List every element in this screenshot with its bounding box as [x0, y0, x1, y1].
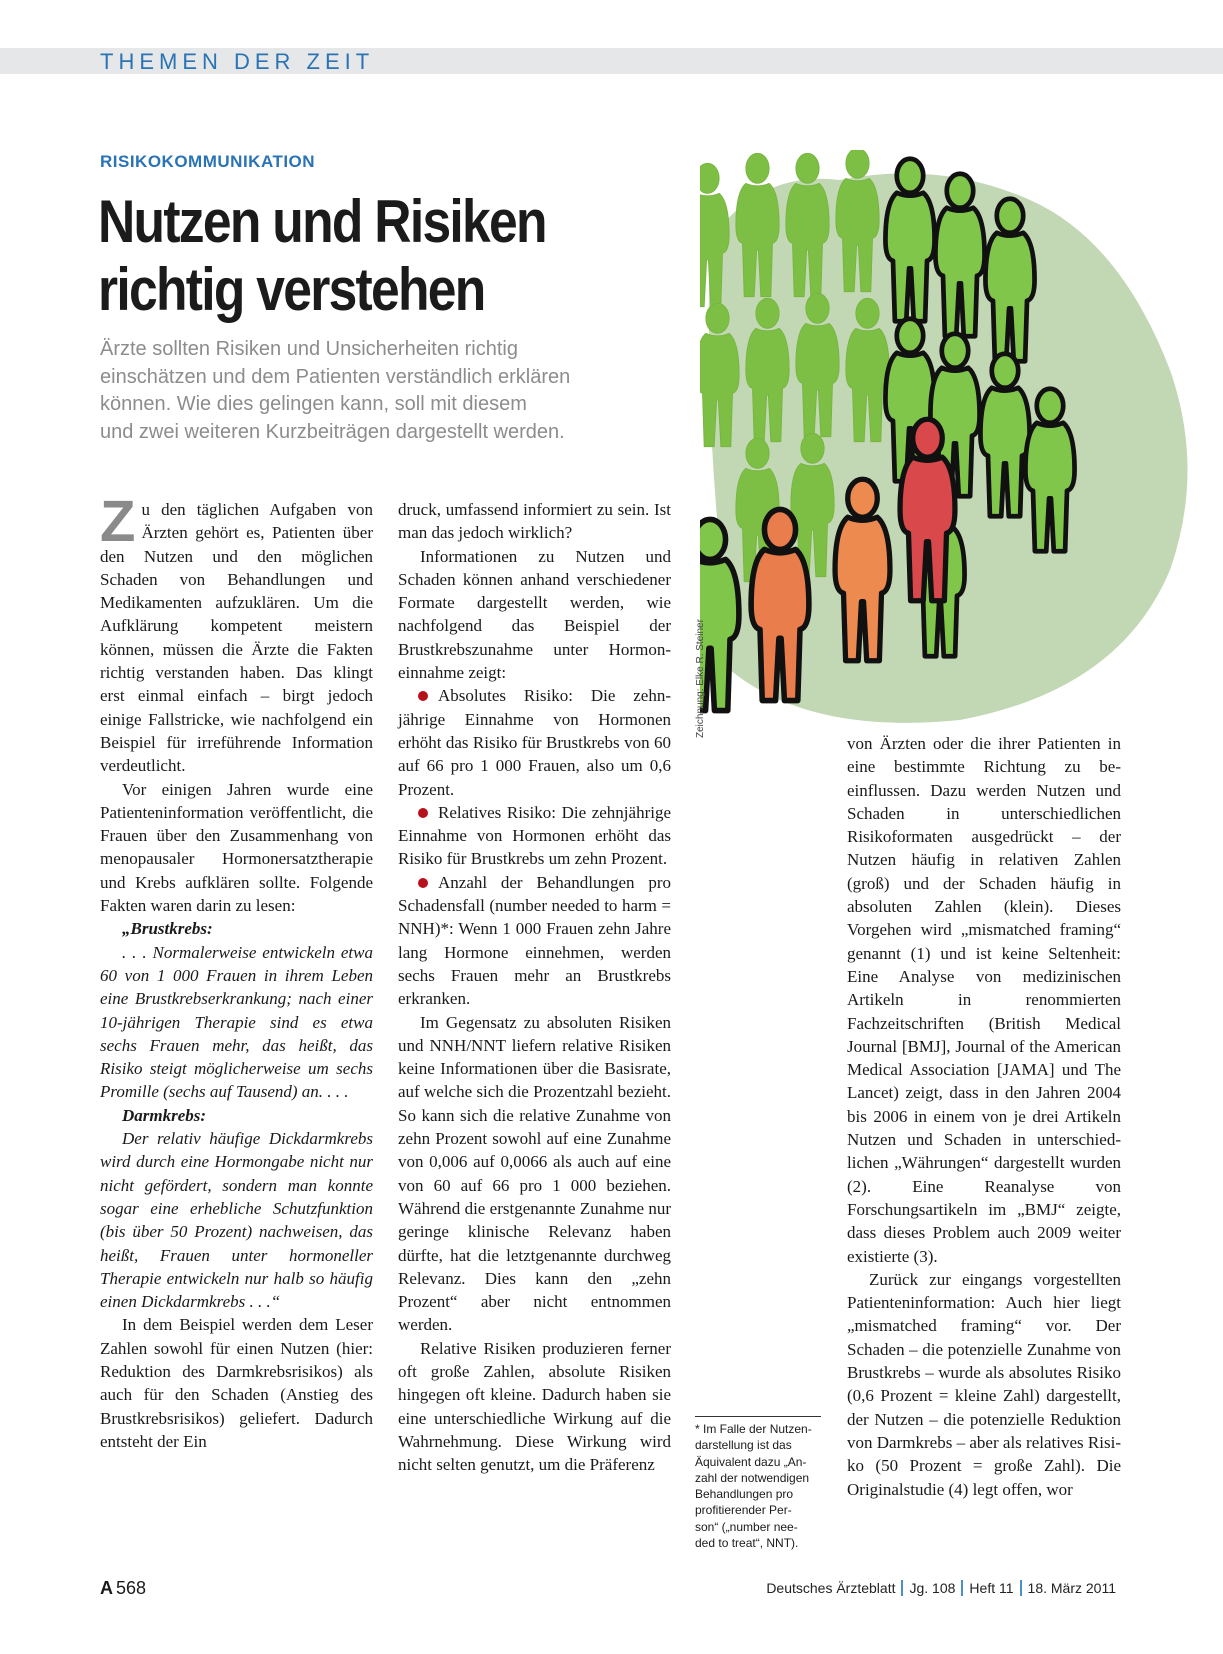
bullet-dot-icon	[418, 808, 428, 818]
separator	[1020, 1580, 1022, 1596]
article-title	[98, 188, 580, 324]
journal-date: 18. März 2011	[1027, 1580, 1116, 1596]
separator	[901, 1580, 903, 1596]
journal-volume: Jg. 108	[909, 1580, 956, 1596]
lead-line: und zwei weiteren Kurzbeiträgen dargestellt werden.	[100, 420, 565, 443]
journal-issue: Heft 11	[969, 1580, 1014, 1596]
bullet-dot-icon	[418, 691, 428, 701]
paragraph: Zurück zur eingangs vorgestellten Patienteninformation: Auch hier liegt „mismatched framing“ vor. Der Schaden – die potenzielle Zunahme von Brustkrebs – wurde als absolutes Risiko (0,6 Prozent = kleine Zahl) dargestellt, der Nutzen – die potenzielle Reduktion von Darmkrebs – aber als relatives Risiko (50 Prozent = große Zahl). Die Originalstudie (4) legt offen, wor	[847, 1269, 1121, 1499]
footnote-line: profitierender Per-	[695, 1503, 792, 1518]
paragraph: Vor einigen Jahren wurde eine Patienteninformation veröffentlicht, die Frauen über den Zusammenhang von menopausaler Hormonersatztherapie und Krebs aufklären sollte. Folgende Fakten waren darin zu lesen:	[100, 779, 373, 916]
lead-line: einschätzen und dem Patienten verständlich erklären	[100, 365, 571, 388]
page-prefix: A	[100, 1578, 113, 1598]
footnote-line: son“ („number nee-	[695, 1519, 798, 1534]
bullet-item	[398, 684, 671, 800]
journal-info	[766, 1580, 1116, 1596]
bullet-item	[398, 871, 671, 1011]
footnote-line: darstellung ist das	[695, 1438, 792, 1453]
footnote-line: * Im Falle der Nutzen-	[695, 1422, 812, 1436]
footnote-line: ded to treat“, NNT).	[695, 1536, 799, 1551]
quote-heading: Darmkrebs:	[122, 1105, 207, 1125]
paragraph: In dem Beispiel werden dem Leser Zahlen sowohl für einen Nutzen (hier: Reduktion des Darmkrebsrisikos) als auch für den Schaden (Anstieg des Brustkrebsrisikos) geliefert. Dadurch entsteht der Ein	[100, 1315, 373, 1451]
quote-heading: „Brustkrebs:	[122, 919, 213, 939]
lead-line: können. Wie dies gelingen kann, soll mit diesem	[100, 393, 527, 415]
bullet-text: Anzahl der Behandlungen pro Schadensfall (number needed to harm = NNH)*: Wenn 1 000 Frauen zehn Jahre lang Hormone einnehmen, werden sechs Frauen mehr an Brustkrebs erkranken.	[398, 872, 671, 1009]
text-column-3	[847, 732, 1121, 1501]
bullet-item	[398, 801, 671, 871]
paragraph: Im Gegensatz zu absoluten Risiken und NNH/NNT liefern relative Risiken keine Informationen über die Basisrate, auf welche sich die Prozentzahl bezieht. So kann sich die relative Zunahme von zehn Prozent sowohl auf eine Zunahme von 0,006 auf 0,0066 als auch auf eine von 60 auf 66 pro 1 000 beziehen. Während die erstgenannte Zunahme nur geringe klinische Relevanz haben dürfte, hat die letztgenannte durchweg Relevanz. Dies kann den „zehn Prozent“ aber nicht entnommen werden.	[398, 1012, 671, 1335]
section-label: THEMEN DER ZEIT	[100, 49, 375, 74]
footnote-line: zahl der notwendigen	[695, 1470, 810, 1485]
paragraph-text: u den täglichen Aufgaben von Ärzten gehört es, Patienten über den Nutzen und den möglichen Schaden von Behandlungen und Medikamenten aufzuklären. Um die Aufklärung kompetent meistern können, müssen die Ärzte die Fakten richtig verstanden haben. Das klingt erst einmal einfach – birgt jedoch einige Fallstricke, wie nachfolgend ein Beispiel für irreführende Information verdeutlicht.	[100, 500, 373, 776]
paragraph: Relative Risiken produzieren ferner oft große Zahlen, absolute Risiken hingegen oft kleine. Dadurch haben sie eine unterschiedliche Wirkung auf die Wahrnehmung. Diese Wirkung wird nicht selten genutzt, um die Präferenz	[398, 1338, 671, 1475]
paragraph: von Ärzten oder die ihrer Patienten in eine bestimmte Richtung zu beeinflussen. Dazu werden Nutzen und Schaden in unterschiedlichen Risikoformaten ausgedrückt – der Nutzen häufig in relativen Zahlen (groß) und der Schaden häufig in absoluten Zahlen (klein). Dieses Vorgehen wird „mismatched framing“ genannt (1) und ist keine Seltenheit: Eine Analyse von medizinischen Artikeln in renommierten Fachzeitschriften (British Medical Journal [BMJ], Journal of the American Medical Association [JAMA] und The Lancet) zeigt, dass in den Jahren 2004 bis 2006 in einem von je drei Artikeln Nutzen und Schaden in unterschiedlichen „Währungen“ dargestellt wurden (2). Eine Reanalyse von Forschungsartikeln im „BMJ“ zeigte, dass dieses Problem auch 2009 weiter existierte (3).	[847, 734, 1121, 1266]
bullet-text: Absolutes Risiko: Die zehnjährige Einnahme von Hormonen erhöht das Risiko für Brustkrebs von 60 auf 66 pro 1 000 Frauen, also um 0,6 Prozent.	[398, 686, 671, 799]
quote-paragraph: . . . Normalerweise entwickeln etwa 60 von 1 000 Frauen in ihrem Leben eine Brustkrebserkrankung; nach einer 10-jährigen Therapie sind es etwa sechs Frauen mehr, das heißt, das Risiko steigt möglicherweise um sechs Promille (sechs auf Tausend) an. . . .	[100, 942, 373, 1102]
footnote-line: Behandlungen pro	[695, 1487, 794, 1502]
footnote	[695, 1416, 821, 1551]
illustration-credit: Zeichnung: Elke R. Steiner	[695, 619, 706, 738]
title-line-2: richtig verstehen	[98, 256, 485, 323]
journal-name: Deutsches Ärzteblatt	[766, 1580, 896, 1596]
text-column-1	[100, 489, 373, 1453]
page-number	[100, 1578, 146, 1599]
bullet-dot-icon	[418, 878, 428, 888]
article-lead	[100, 336, 680, 446]
text-column-2	[398, 498, 671, 1476]
article-kicker: RISIKOKOMMUNIKATION	[100, 152, 316, 171]
lead-line: Ärzte sollten Risiken und Unsicherheiten richtig	[100, 338, 518, 360]
page-number-value: 568	[116, 1578, 147, 1598]
paragraph	[100, 489, 373, 778]
bullet-text: Relatives Risiko: Die zehnjährige Einnahme von Hormonen erhöht das Risiko für Brustkrebs um zehn Prozent.	[398, 802, 671, 869]
paragraph: Informationen zu Nutzen und Schaden können anhand verschiedener Formate dargestellt werden, wie nachfolgend das Beispiel der Brustkrebszunahme unter Hormoneinnahme zeigt:	[398, 546, 671, 683]
crowd-illustration	[700, 150, 1220, 735]
quote-paragraph: Der relativ häufige Dickdarmkrebs wird durch eine Hormongabe nicht nur nicht gefördert, sondern man konnte sogar eine erhebliche Schutzfunktion (bis über 50 Prozent) nachweisen, das heißt, Frauen unter hormoneller Therapie entwickeln nur halb so häufig einen Dickdarmkrebs . . .“	[100, 1129, 373, 1312]
dropcap: Z	[100, 489, 136, 554]
title-line-1: Nutzen und Risiken	[98, 188, 546, 255]
paragraph: druck, umfassend informiert zu sein. Ist man das jedoch wirklich?	[398, 500, 671, 543]
footnote-line: Äquivalent dazu „An-	[695, 1454, 807, 1469]
separator	[961, 1580, 963, 1596]
